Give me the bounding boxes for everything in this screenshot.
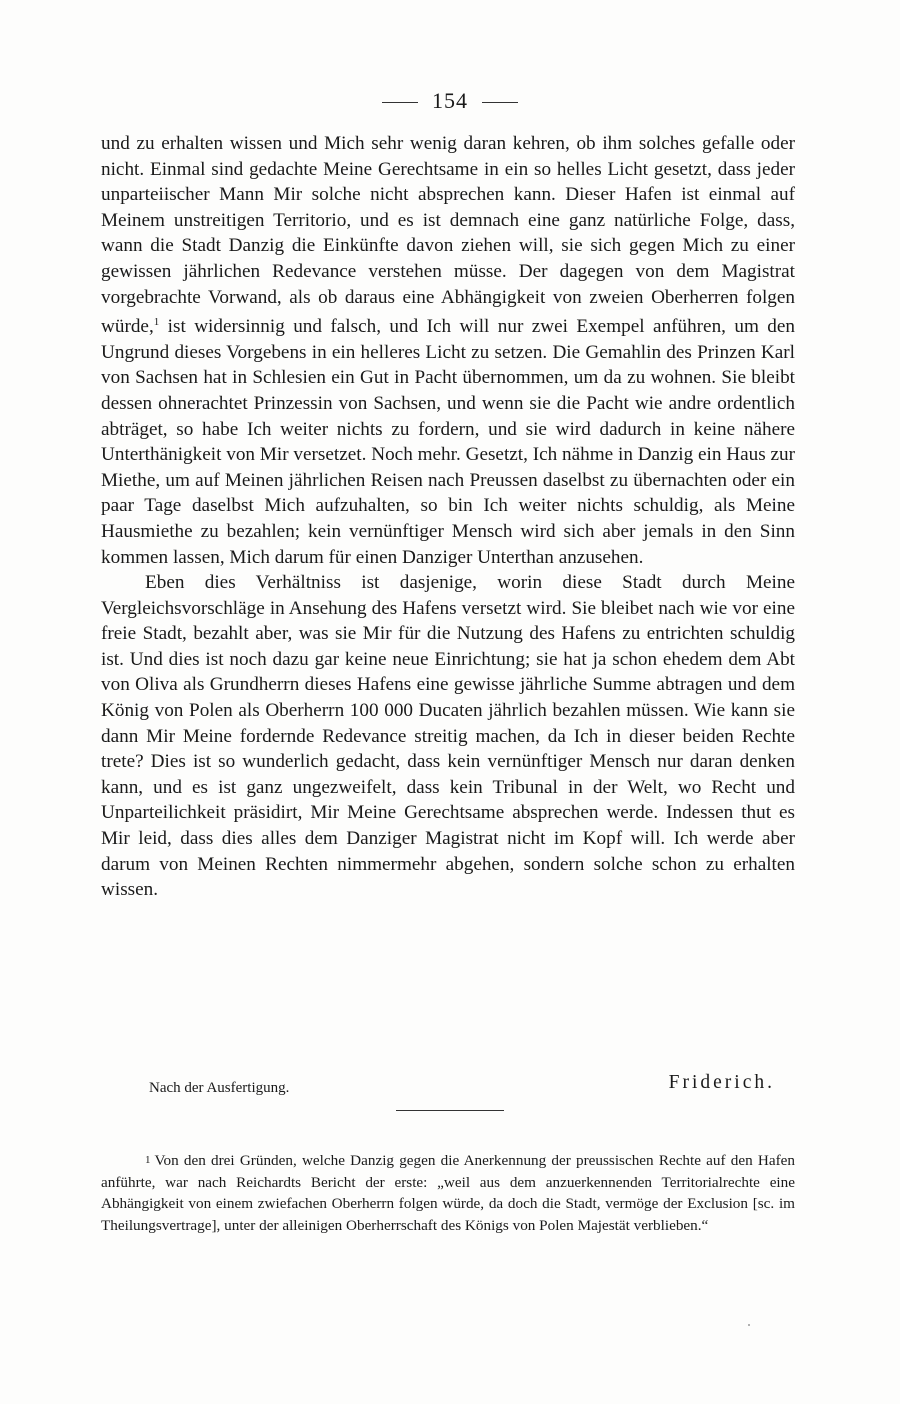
- footnote-marker: 1: [145, 1154, 151, 1166]
- signature: Friderich.: [668, 1072, 775, 1093]
- paragraph-1: [101, 131, 795, 570]
- paragraph-1-part-2: ist widersinnig und falsch, und Ich will nur zwei Exempel anführen, um den Ungrund dieses Vorgebens in ein helleres Licht zu setzen. Die Gemahlin des Prinzen Karl von Sachsen hat in Schlesien ein Gut in Pacht übernommen, um da zu wohnen. Sie bleibt dessen ohnerachtet Prinzessin von Sachsen, und wenn sie die Pacht wie andre ordentlich abträget, so habe Ich weiter nichts zu fordern, und sie wird dadurch in keine nähere Unterthänigkeit von Mir versetzet. Noch mehr. Gesetzt, Ich nähme in Danzig ein Haus zur Miethe, um auf Meinen jährlichen Reisen nach Preussen daselbst zu übernachten oder ein paar Tage daselbst Mich aufzuhalten, so bin Ich weiter nichts schuldig, als Meine Hausmiethe zu bezahlen; kein vernünftiger Mensch wird sich aber jemals in den Sinn kommen lassen, Mich darum für einen Danziger Unterthan anzusehen.: [101, 316, 795, 568]
- footnote-reference: 1: [153, 316, 160, 329]
- signature-row: [101, 1070, 795, 1100]
- paragraph-2: Eben dies Verhältniss ist dasjenige, worin diese Stadt durch Meine Vergleichsvorschläge in Ansehung des Hafens versetzt wird. Sie bleibet nach wie vor eine freie Stadt, bezahlt aber, was sie Mir für die Nutzung des Hafens zu entrichten schuldig ist. Und dies ist noch dazu gar keine neue Einrichtung; sie hat ja schon ehedem dem Abt von Oliva als Grundherrn dieses Hafens eine gewisse jährliche Summe abtragen und dem König von Polen als Oberherrn 100 000 Ducaten jährlich bezahlen müssen. Wie kann sie dann Mir Meine fordernde Redevance streitig machen, da Ich in dieser beiden Rechte trete? Dies ist so wunderlich gedacht, dass kein vernünftiger Mensch nur daran denken kann, und es ist ganz ungezweifelt, dass kein Tribunal in der Welt, wo Recht und Unparteilichkeit präsidirt, Mir Meine Gerechtsame absprechen werde. Indessen thut es Mir leid, dass dies alles dem Danziger Magistrat nicht im Kopf will. Ich werde aber darum von Meinen Rechten nimmermehr abgehen, sondern solche schon zu erhalten wissen.: [101, 572, 795, 901]
- paper-speck: [748, 1324, 750, 1326]
- main-text: [101, 131, 795, 903]
- footnote-text: Von den drei Gründen, welche Danzig gegen die Anerkennung der preussischen Rechte auf den Hafen anführte, war nach Reichardts Bericht der erste: „weil aus dem anzuerkennenden Territorialrechte eine Abhängigkeit von einem zwiefachen Oberherrn folgen würde, da doch die Stadt, vermöge der Exclusion [sc. im Theilungsvertrage], unter der alleinigen Oberherrschaft des Königs von Polen Majestät verblieben.“: [101, 1152, 795, 1234]
- footnote: [101, 1150, 795, 1236]
- footnote-divider: [396, 1110, 504, 1111]
- source-note: Nach der Ausfertigung.: [149, 1080, 290, 1096]
- page-header: [0, 88, 900, 114]
- header-dash-right: [482, 102, 518, 103]
- paragraph-1-part-1: und zu erhalten wissen und Mich sehr wenig daran kehren, ob ihm solches gefalle oder nicht. Einmal sind gedachte Meine Gerechtsame in ein so helles Licht gesetzt, dass jeder unparteiischer Mann Mir solche nicht absprechen kann. Dieser Hafen ist einmal auf Meinem unstreitigen Territorio, und es ist demnach eine ganz natürliche Folge, dass, wann die Stadt Danzig die Einkünfte davon ziehen will, sie sich gegen Mich zu einer gewissen jährlichen Redevance verstehen müsse. Der dagegen von dem Magistrat vorgebrachte Vorwand, als ob daraus eine Abhängigkeit von zweien Oberherren folgen würde,: [101, 133, 795, 338]
- page-number: 154: [432, 88, 468, 113]
- header-dash-left: [382, 102, 418, 103]
